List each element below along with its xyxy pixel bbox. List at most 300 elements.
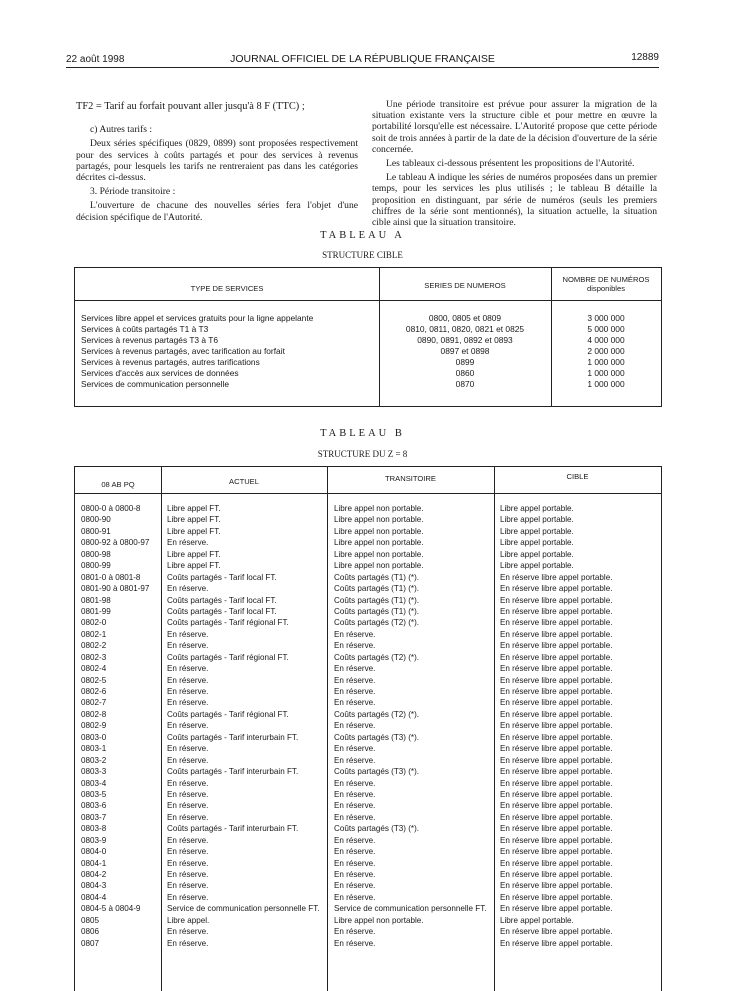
transitoire-cell: En réserve.: [334, 858, 376, 868]
cible-cell: En réserve libre appel portable.: [500, 824, 613, 834]
transitoire-cell: En réserve.: [334, 755, 376, 765]
actuel-cell: En réserve.: [167, 801, 209, 811]
number-range-text: 0803-6: [81, 801, 107, 811]
series-cell: 0897 et 0898: [440, 346, 490, 356]
cible-cell: En réserve libre appel portable.: [500, 584, 613, 594]
table-row: [75, 732, 661, 743]
header-date: 22 août 1998: [66, 54, 125, 65]
tf2-line: TF2 = Tarif au forfait pouvant aller jusqu'à 8 F (TTC) ;: [76, 101, 305, 112]
series-cell: 0870: [455, 379, 475, 389]
number-range-cell: [81, 880, 159, 891]
header-rule: [66, 67, 659, 68]
number-range-cell: [81, 583, 159, 594]
number-range-text: 0800-92 à 0800-97: [81, 538, 150, 548]
number-range-cell: [81, 560, 159, 571]
transitoire-cell: En réserve.: [334, 698, 376, 708]
table-row: [75, 629, 661, 640]
number-range-cell: [81, 869, 159, 880]
cible-cell: En réserve libre appel portable.: [500, 938, 613, 948]
number-range-text: 0803-1: [81, 744, 107, 754]
actuel-cell: Coûts partagés - Tarif local FT.: [167, 595, 277, 605]
number-range-text: 0804-2: [81, 870, 107, 879]
number-range-text: 0803-0: [81, 732, 107, 742]
service-type-cell: [81, 313, 377, 324]
transitoire-cell: En réserve.: [334, 675, 376, 685]
number-range-cell: [81, 652, 159, 663]
transitoire-cell: Coûts partagés (T1) (*).: [334, 606, 420, 616]
service-type-text: Services de communication personnelle: [81, 379, 230, 389]
number-range-text: 0804-4: [81, 892, 107, 902]
table-b-header-transitoire: TRANSITOIRE: [385, 474, 436, 483]
service-type-cell: [81, 335, 377, 346]
number-range-text: 0801-0 à 0801-8: [81, 572, 141, 582]
cible-cell: En réserve libre appel portable.: [500, 870, 613, 879]
table-row: [75, 368, 661, 379]
cible-cell: En réserve libre appel portable.: [500, 835, 613, 845]
cible-cell: En réserve libre appel portable.: [500, 927, 613, 937]
cible-cell: En réserve libre appel portable.: [500, 675, 613, 685]
cible-cell: En réserve libre appel portable.: [500, 629, 613, 639]
actuel-cell: En réserve.: [167, 812, 209, 822]
number-range-text: 0807: [81, 938, 100, 948]
table-row: [75, 324, 661, 335]
actuel-cell: En réserve.: [167, 629, 209, 639]
table-row: [75, 503, 661, 514]
number-range-cell: [81, 686, 159, 697]
number-range-text: 0801-98: [81, 595, 111, 605]
actuel-cell: En réserve.: [167, 744, 209, 754]
number-range-text: 0805: [81, 915, 100, 925]
service-type-text: Services à revenus partagés, avec tarification au forfait: [81, 346, 285, 356]
cible-cell: En réserve libre appel portable.: [500, 721, 613, 731]
right-column: [372, 99, 657, 231]
number-range-text: 0803-7: [81, 812, 107, 822]
number-range-text: 0802-8: [81, 709, 107, 719]
actuel-cell: Libre appel.: [167, 915, 210, 925]
number-range-text: 0802-2: [81, 641, 107, 651]
transitoire-cell: Coûts partagés (T3) (*).: [334, 732, 420, 742]
cible-cell: En réserve libre appel portable.: [500, 687, 613, 696]
number-range-text: 0802-6: [81, 687, 107, 696]
transitoire-cell: En réserve.: [334, 629, 376, 639]
number-range-cell: [81, 640, 159, 651]
number-range-cell: [81, 823, 159, 834]
cible-cell: En réserve libre appel portable.: [500, 698, 613, 708]
number-range-cell: [81, 514, 159, 525]
actuel-cell: Libre appel FT.: [167, 561, 221, 571]
table-b-subtitle: STRUCTURE DU Z = 8: [317, 449, 408, 459]
periode-transitoire-heading: 3. Période transitoire :: [90, 186, 176, 198]
table-b-title: TABLEAU B: [320, 428, 405, 439]
number-range-cell: [81, 697, 159, 708]
cible-cell: Libre appel portable.: [500, 915, 574, 925]
actuel-cell: En réserve.: [167, 687, 209, 696]
service-type-text: Services à coûts partagés T1 à T3: [81, 324, 209, 334]
number-range-text: 0803-5: [81, 789, 107, 799]
number-range-text: 0804-0: [81, 847, 107, 857]
service-type-text: Services d'accès aux services de données: [81, 368, 239, 378]
number-range-cell: [81, 572, 159, 583]
transitoire-cell: Coûts partagés (T2) (*).: [334, 618, 420, 628]
transitoire-cell: Coûts partagés (T2) (*).: [334, 652, 420, 662]
number-range-cell: [81, 629, 159, 640]
service-type-cell: [81, 368, 377, 379]
number-range-text: 0803-2: [81, 755, 107, 765]
series-cell: 0810, 0811, 0820, 0821 et 0825: [405, 324, 525, 334]
series-cell: 0899: [455, 357, 475, 367]
series-cell: 0860: [455, 368, 475, 378]
transitoire-cell: En réserve.: [334, 881, 376, 891]
actuel-cell: En réserve.: [167, 584, 209, 594]
actuel-cell: En réserve.: [167, 847, 209, 857]
table-a: [74, 267, 662, 407]
number-range-cell: [81, 835, 159, 846]
service-type-cell: [81, 379, 377, 390]
number-range-cell: [81, 915, 159, 926]
table-row: [75, 709, 661, 720]
number-range-cell: [81, 892, 159, 903]
service-type-text: Services à revenus partagés, autres tarifications: [81, 357, 260, 367]
transitoire-cell: En réserve.: [334, 744, 376, 754]
right-paragraph-1: Une période transitoire est prévue pour assurer la migration de la situation existante vers la structure cible et pour mettre en œuvre la portabilité lorsqu'elle est nécessaire. L'Autorité propose que cette période soit de trois années à partir de la date de la décision d'ouverture de la série concernée.: [372, 99, 657, 155]
number-range-text: 0804-1: [81, 858, 107, 868]
table-row: [75, 903, 661, 914]
cible-cell: En réserve libre appel portable.: [500, 858, 613, 868]
actuel-cell: En réserve.: [167, 778, 209, 788]
transitoire-cell: En réserve.: [334, 801, 376, 811]
autres-tarifs-text: Deux séries spécifiques (0829, 0899) sont proposées respectivement pour des services à coûts partagés et pour des services à revenus partagés, pour lesquels les tarifs ne rentreraient pas dans les catégories décrites ci-dessus.: [76, 138, 358, 184]
actuel-cell: En réserve.: [167, 870, 209, 879]
table-a-header-count: NOMBRE DE NUMÉROS: [562, 275, 650, 284]
actuel-cell: Coûts partagés - Tarif interurbain FT.: [167, 824, 299, 834]
actuel-cell: En réserve.: [167, 938, 209, 948]
left-column: [76, 101, 358, 226]
transitoire-cell: Libre appel non portable.: [334, 549, 424, 559]
cible-cell: En réserve libre appel portable.: [500, 641, 613, 651]
table-row: [75, 755, 661, 766]
cible-cell: En réserve libre appel portable.: [500, 892, 613, 902]
actuel-cell: Libre appel FT.: [167, 515, 221, 525]
cible-cell: En réserve libre appel portable.: [500, 709, 613, 719]
transitoire-cell: En réserve.: [334, 721, 376, 731]
table-b-header-actuel: ACTUEL: [229, 477, 259, 486]
number-range-cell: [81, 606, 159, 617]
actuel-cell: En réserve.: [167, 721, 209, 731]
transitoire-cell: En réserve.: [334, 847, 376, 857]
table-row: [75, 346, 661, 357]
number-range-cell: [81, 766, 159, 777]
count-cell: 1 000 000: [587, 357, 625, 367]
transitoire-cell: Coûts partagés (T1) (*).: [334, 584, 420, 594]
cible-cell: Libre appel portable.: [500, 515, 574, 525]
table-row: [75, 686, 661, 697]
series-cell: 0800, 0805 et 0809: [428, 313, 502, 323]
series-cell: 0890, 0891, 0892 et 0893: [417, 335, 513, 345]
number-range-text: 0802-9: [81, 721, 107, 731]
table-row: [75, 357, 661, 368]
transitoire-cell: Service de communication personnelle FT.: [334, 904, 487, 914]
number-range-cell: [81, 938, 159, 949]
cible-cell: En réserve libre appel portable.: [500, 801, 613, 811]
cible-cell: En réserve libre appel portable.: [500, 744, 613, 754]
service-type-cell: [81, 324, 377, 335]
count-cell: 3 000 000: [587, 313, 625, 323]
number-range-text: 0802-0: [81, 618, 107, 628]
table-row: [75, 560, 661, 571]
table-row: [75, 663, 661, 674]
number-range-cell: [81, 858, 159, 869]
number-range-text: 0802-3: [81, 652, 107, 662]
transitoire-cell: Libre appel non portable.: [334, 515, 424, 525]
number-range-cell: [81, 812, 159, 823]
table-row: [75, 869, 661, 880]
cible-cell: Libre appel portable.: [500, 561, 574, 571]
number-range-text: 0800-98: [81, 549, 111, 559]
actuel-cell: En réserve.: [167, 789, 209, 799]
number-range-text: 0800-0 à 0800-8: [81, 504, 141, 513]
actuel-cell: En réserve.: [167, 538, 209, 548]
table-row: [75, 778, 661, 789]
table-row: [75, 697, 661, 708]
number-range-text: 0802-7: [81, 698, 107, 708]
transitoire-cell: Coûts partagés (T3) (*).: [334, 767, 420, 777]
transitoire-cell: Libre appel non portable.: [334, 915, 424, 925]
cible-cell: En réserve libre appel portable.: [500, 755, 613, 765]
cible-cell: En réserve libre appel portable.: [500, 812, 613, 822]
cible-cell: En réserve libre appel portable.: [500, 595, 613, 605]
page-number: 12889: [631, 52, 659, 63]
transitoire-cell: En réserve.: [334, 812, 376, 822]
number-range-cell: [81, 743, 159, 754]
number-range-text: 0803-8: [81, 824, 107, 834]
transitoire-cell: Libre appel non portable.: [334, 561, 424, 571]
table-row: [75, 926, 661, 937]
count-cell: 1 000 000: [587, 379, 625, 389]
number-range-text: 0801-99: [81, 606, 111, 616]
number-range-text: 0800-91: [81, 526, 111, 536]
number-range-text: 0802-1: [81, 629, 107, 639]
actuel-cell: Coûts partagés - Tarif régional FT.: [167, 618, 289, 628]
table-row: [75, 812, 661, 823]
table-row: [75, 537, 661, 548]
number-range-cell: [81, 732, 159, 743]
transitoire-cell: Libre appel non portable.: [334, 504, 424, 513]
number-range-cell: [81, 526, 159, 537]
number-range-cell: [81, 709, 159, 720]
number-range-cell: [81, 800, 159, 811]
transitoire-cell: En réserve.: [334, 927, 376, 937]
transitoire-cell: Coûts partagés (T3) (*).: [334, 824, 420, 834]
number-range-text: 0803-4: [81, 778, 107, 788]
number-range-cell: [81, 617, 159, 628]
cible-cell: En réserve libre appel portable.: [500, 904, 613, 914]
right-paragraph-3: Le tableau A indique les séries de numéros proposées dans un premier temps, pour les services les plus utilisés ; le tableau B détaille la proposition en distinguant, par série de numéros (seuls les premiers chiffres de la série sont mentionnés), la situation actuelle, la situation cible ainsi que la situation transitoire.: [372, 172, 657, 229]
number-range-text: 0802-5: [81, 675, 107, 685]
table-row: [75, 379, 661, 390]
number-range-cell: [81, 663, 159, 674]
table-row: [75, 549, 661, 560]
table-row: [75, 675, 661, 686]
number-range-cell: [81, 595, 159, 606]
number-range-cell: [81, 846, 159, 857]
cible-cell: En réserve libre appel portable.: [500, 778, 613, 788]
actuel-cell: En réserve.: [167, 641, 209, 651]
transitoire-cell: En réserve.: [334, 892, 376, 902]
actuel-cell: Libre appel FT.: [167, 504, 221, 513]
autres-tarifs-heading: c) Autres tarifs :: [90, 124, 153, 136]
cible-cell: Libre appel portable.: [500, 504, 574, 513]
number-range-cell: [81, 903, 159, 914]
count-cell: 2 000 000: [587, 346, 625, 356]
number-range-text: 0801-90 à 0801-97: [81, 584, 150, 594]
transitoire-cell: Libre appel non portable.: [334, 538, 424, 548]
table-row: [75, 789, 661, 800]
actuel-cell: En réserve.: [167, 835, 209, 845]
table-row: [75, 595, 661, 606]
actuel-cell: En réserve.: [167, 698, 209, 708]
transitoire-cell: En réserve.: [334, 789, 376, 799]
table-row: [75, 800, 661, 811]
cible-cell: En réserve libre appel portable.: [500, 664, 613, 674]
cible-cell: Libre appel portable.: [500, 538, 574, 548]
cible-cell: En réserve libre appel portable.: [500, 618, 613, 628]
transitoire-cell: En réserve.: [334, 687, 376, 696]
table-a-header-series: SERIES DE NUMEROS: [424, 281, 506, 290]
table-row: [75, 858, 661, 869]
actuel-cell: Libre appel FT.: [167, 549, 221, 559]
cible-cell: Libre appel portable.: [500, 549, 574, 559]
transitoire-cell: Libre appel non portable.: [334, 526, 424, 536]
service-type-cell: [81, 357, 377, 368]
number-range-cell: [81, 926, 159, 937]
number-range-text: 0804-3: [81, 881, 107, 891]
table-a-body: [75, 313, 661, 390]
number-range-text: 0806: [81, 927, 100, 937]
actuel-cell: Coûts partagés - Tarif local FT.: [167, 606, 277, 616]
cible-cell: En réserve libre appel portable.: [500, 572, 613, 582]
actuel-cell: En réserve.: [167, 755, 209, 765]
service-type-text: Services libre appel et services gratuits pour la ligne appelante: [81, 313, 314, 323]
actuel-cell: Coûts partagés - Tarif régional FT.: [167, 652, 289, 662]
cible-cell: En réserve libre appel portable.: [500, 881, 613, 891]
transitoire-cell: En réserve.: [334, 664, 376, 674]
table-row: [75, 880, 661, 891]
actuel-cell: En réserve.: [167, 927, 209, 937]
transitoire-cell: En réserve.: [334, 870, 376, 879]
number-range-cell: [81, 549, 159, 560]
table-row: [75, 526, 661, 537]
table-a-header-type: TYPE DE SERVICES: [190, 284, 264, 293]
table-row: [75, 313, 661, 324]
table-row: [75, 915, 661, 926]
cible-cell: En réserve libre appel portable.: [500, 732, 613, 742]
number-range-cell: [81, 720, 159, 731]
actuel-cell: Service de communication personnelle FT.: [167, 904, 320, 914]
page-header: [66, 52, 659, 68]
number-range-cell: [81, 537, 159, 548]
transitoire-cell: Coûts partagés (T1) (*).: [334, 595, 420, 605]
table-row: [75, 892, 661, 903]
number-range-text: 0804-5 à 0804-9: [81, 904, 141, 914]
table-b-header-cible: CIBLE: [566, 472, 589, 481]
transitoire-cell: En réserve.: [334, 938, 376, 948]
actuel-cell: En réserve.: [167, 664, 209, 674]
table-row: [75, 617, 661, 628]
table-b: [74, 466, 662, 991]
number-range-cell: [81, 778, 159, 789]
table-b-body: [75, 503, 661, 949]
number-range-text: 0803-9: [81, 835, 107, 845]
cible-cell: Libre appel portable.: [500, 526, 574, 536]
actuel-cell: En réserve.: [167, 892, 209, 902]
count-cell: 1 000 000: [587, 368, 625, 378]
transitoire-cell: Coûts partagés (T1) (*).: [334, 572, 420, 582]
number-range-text: 0803-3: [81, 767, 107, 777]
actuel-cell: Coûts partagés - Tarif interurbain FT.: [167, 732, 299, 742]
transitoire-cell: En réserve.: [334, 778, 376, 788]
actuel-cell: Coûts partagés - Tarif régional FT.: [167, 709, 289, 719]
actuel-cell: En réserve.: [167, 675, 209, 685]
table-row: [75, 640, 661, 651]
table-row: [75, 938, 661, 949]
table-row: [75, 720, 661, 731]
number-range-text: 0802-4: [81, 664, 107, 674]
number-range-cell: [81, 755, 159, 766]
number-range-cell: [81, 789, 159, 800]
table-a-subtitle: STRUCTURE CIBLE: [322, 250, 403, 260]
cible-cell: En réserve libre appel portable.: [500, 847, 613, 857]
table-row: [75, 652, 661, 663]
table-b-header-code: 08 AB PQ: [101, 480, 135, 489]
table-row: [75, 514, 661, 525]
number-range-cell: [81, 675, 159, 686]
number-range-cell: [81, 503, 159, 514]
table-a-title: TABLEAU A: [320, 230, 405, 241]
right-paragraph-2: Les tableaux ci-dessous présentent les propositions de l'Autorité.: [386, 158, 635, 170]
transitoire-cell: En réserve.: [334, 835, 376, 845]
count-cell: 4 000 000: [587, 335, 625, 345]
table-row: [75, 335, 661, 346]
actuel-cell: En réserve.: [167, 881, 209, 891]
number-range-text: 0800-90: [81, 515, 111, 525]
actuel-cell: En réserve.: [167, 858, 209, 868]
count-cell: 5 000 000: [587, 324, 625, 334]
table-row: [75, 583, 661, 594]
service-type-text: Services à revenus partagés T3 à T6: [81, 335, 219, 345]
table-row: [75, 823, 661, 834]
actuel-cell: Libre appel FT.: [167, 526, 221, 536]
table-row: [75, 846, 661, 857]
periode-transitoire-text: L'ouverture de chacune des nouvelles séries fera l'objet d'une décision spécifique de l'Autorité.: [76, 200, 358, 223]
table-row: [75, 572, 661, 583]
cible-cell: En réserve libre appel portable.: [500, 789, 613, 799]
table-row: [75, 835, 661, 846]
table-row: [75, 606, 661, 617]
header-title: JOURNAL OFFICIEL DE LA RÉPUBLIQUE FRANÇAISE: [230, 53, 495, 65]
service-type-cell: [81, 346, 377, 357]
transitoire-cell: En réserve.: [334, 641, 376, 651]
table-row: [75, 743, 661, 754]
actuel-cell: Coûts partagés - Tarif local FT.: [167, 572, 277, 582]
table-a-header-count-sub: disponibles: [587, 284, 625, 293]
cible-cell: En réserve libre appel portable.: [500, 652, 613, 662]
transitoire-cell: Coûts partagés (T2) (*).: [334, 709, 420, 719]
cible-cell: En réserve libre appel portable.: [500, 767, 613, 777]
number-range-text: 0800-99: [81, 561, 111, 571]
cible-cell: En réserve libre appel portable.: [500, 606, 613, 616]
actuel-cell: Coûts partagés - Tarif interurbain FT.: [167, 767, 299, 777]
table-row: [75, 766, 661, 777]
